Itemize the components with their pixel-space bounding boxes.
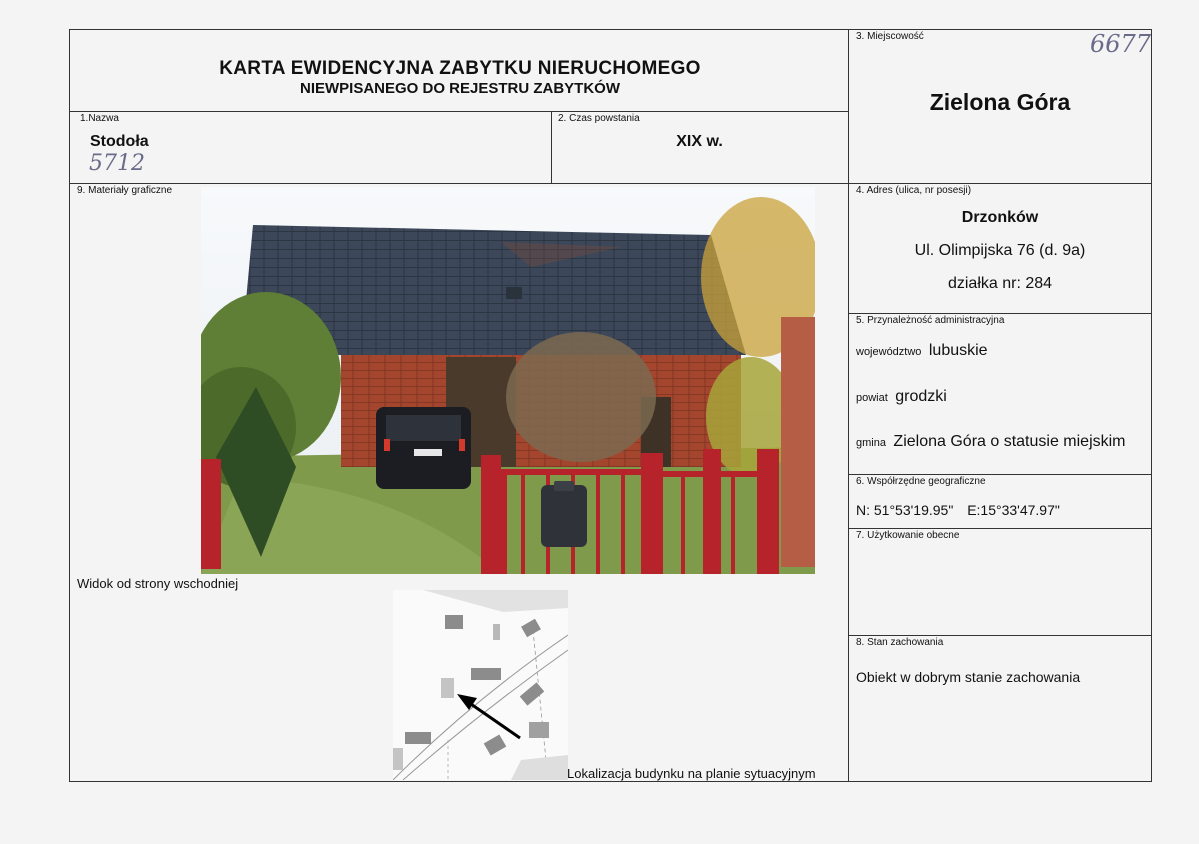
column-divider (848, 29, 849, 782)
map-caption: Lokalizacja budynku na planie sytuacyjnym (567, 766, 816, 781)
field1-value: Stodoła (90, 133, 149, 150)
field1-handwritten: 5712 (89, 151, 145, 176)
latitude: N: 51°53'19.95" (856, 502, 954, 518)
building-photo (201, 187, 815, 574)
gmina-value: Zielona Góra o statusie miejskim (893, 433, 1126, 450)
right-divider-1 (848, 313, 1152, 314)
right-divider-4 (848, 635, 1152, 636)
wojewodztwo-row (856, 342, 988, 360)
field4-label: 4. Adres (ulica, nr posesji) (856, 185, 972, 196)
card-title: KARTA EWIDENCYJNA ZABYTKU NIERUCHOMEGO (219, 58, 701, 79)
field1-label: 1.Nazwa (80, 113, 119, 124)
field8-label: 8. Stan zachowania (856, 637, 944, 648)
wojewodztwo-value: lubuskie (928, 342, 988, 359)
powiat-label: powiat (856, 392, 888, 404)
field7-label: 7. Użytkowanie obecne (856, 530, 960, 541)
coordinates-row (856, 502, 1060, 518)
wojewodztwo-label: województwo (856, 346, 922, 358)
field8-value: Obiekt w dobrym stanie zachowania (856, 669, 1081, 685)
card-subtitle: NIEWPISANEGO DO REJESTRU ZABYTKÓW (299, 80, 621, 97)
photo-caption: Widok od strony wschodniej (77, 576, 239, 591)
field9-label: 9. Materiały graficzne (77, 185, 173, 196)
field5-label: 5. Przynależność administracyjna (856, 315, 1005, 326)
field4-line2: Ul. Olimpijska 76 (d. 9a) (914, 242, 1086, 259)
field2-value: XIX w. (676, 133, 723, 150)
field3-label: 3. Miejscowość (856, 31, 924, 42)
gmina-label: gmina (856, 437, 886, 449)
field4-line1: Drzonków (961, 209, 1039, 226)
name-row-divider (69, 183, 1152, 184)
powiat-row (856, 388, 947, 406)
powiat-value: grodzki (895, 388, 947, 405)
header-divider (69, 111, 848, 112)
field6-label: 6. Współrzędne geograficzne (856, 476, 986, 487)
field2-label: 2. Czas powstania (558, 113, 640, 124)
longitude: E:15°33'47.97" (967, 502, 1060, 518)
handwritten-number: 6677 (1090, 30, 1152, 58)
right-divider-3 (848, 528, 1152, 529)
gmina-row (856, 433, 1126, 451)
site-plan-map (393, 590, 568, 780)
field3-value: Zielona Góra (929, 89, 1071, 115)
right-divider-2 (848, 474, 1152, 475)
field4-line3: działka nr: 284 (947, 275, 1053, 292)
